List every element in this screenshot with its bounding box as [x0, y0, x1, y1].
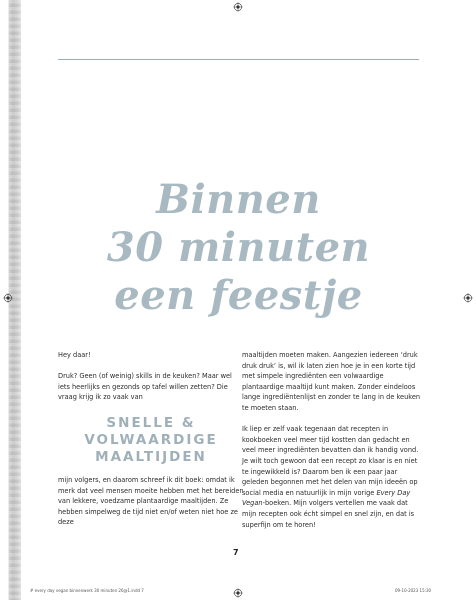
- body-paragraph: [242, 424, 424, 530]
- heading-line: MAALTIJDEN: [95, 448, 207, 465]
- right-text-column: [242, 350, 424, 530]
- title-line: een feestje: [114, 272, 363, 319]
- greeting-paragraph: Hey daar!: [58, 351, 91, 359]
- registration-mark-icon: [463, 293, 473, 303]
- top-divider: [58, 59, 419, 60]
- section-heading: [58, 415, 244, 466]
- body-paragraph: maaltijden moeten maken. Aangezien iedereen ‘druk druk druk’ is, wil ik laten zien hoe je in een korte tijd met simpele ingrediënten een volwaardige plantaardige maaltijd kunt maken. Zonder eindeloos lange ingrediëntenlijst en zonder te lang in de keuken te moeten staan.: [242, 351, 421, 412]
- page-number: 7: [233, 548, 239, 557]
- registration-mark-icon: [233, 2, 243, 12]
- title-line: Binnen: [156, 176, 321, 223]
- book-title: Every Day Vegan: [242, 488, 411, 508]
- print-slug-datetime: 09-10-2023 15:30: [395, 588, 432, 593]
- body-paragraph: mijn volgers, en daarom schreef ik dit boek: omdat ik merk dat veel mensen moeite hebben met het bereiden van lekkere, voedzame plantaardige maaltijden. Ze hebben simpelweg de tijd niet en/of weten niet hoe ze deze: [58, 475, 244, 527]
- left-text-column: [58, 350, 244, 528]
- heading-line: SNELLE &: [106, 414, 196, 431]
- intro-paragraph: Druk? Geen (of weinig) skills in de keuken? Maar wel iets heerlijks en gezonds op tafel willen zetten? Die vraag krijg ik zo vaak van: [58, 372, 232, 402]
- body-text: Ik liep er zelf vaak tegenaan dat recepten in kookboeken veel meer tijd kostten dan gedacht en veel meer ingrediënten bevatten dan ik handig vond. Je wilt toch gewoon dat een recept zo klaar is en niet te ingewikkeld is? Daarom ben ik een paar jaar geleden begonnen met het delen van mijn ideeën op social media en natuurlijk in mijn vorige: [242, 425, 419, 497]
- print-slug-filename: # every day vegan binnenwerk 30 minuten 26@1.indd 7: [30, 588, 144, 593]
- body-text: -boeken. Mijn volgers vertellen me vaak dat mijn recepten ook écht simpel en snel zijn, en dat is superfijn om te horen!: [242, 499, 415, 529]
- title-line: 30 minuten: [106, 224, 371, 271]
- registration-mark-icon: [3, 293, 13, 303]
- heading-line: VOLWAARDIGE: [84, 431, 218, 448]
- registration-mark-icon: [233, 588, 243, 598]
- page-title: [58, 176, 419, 320]
